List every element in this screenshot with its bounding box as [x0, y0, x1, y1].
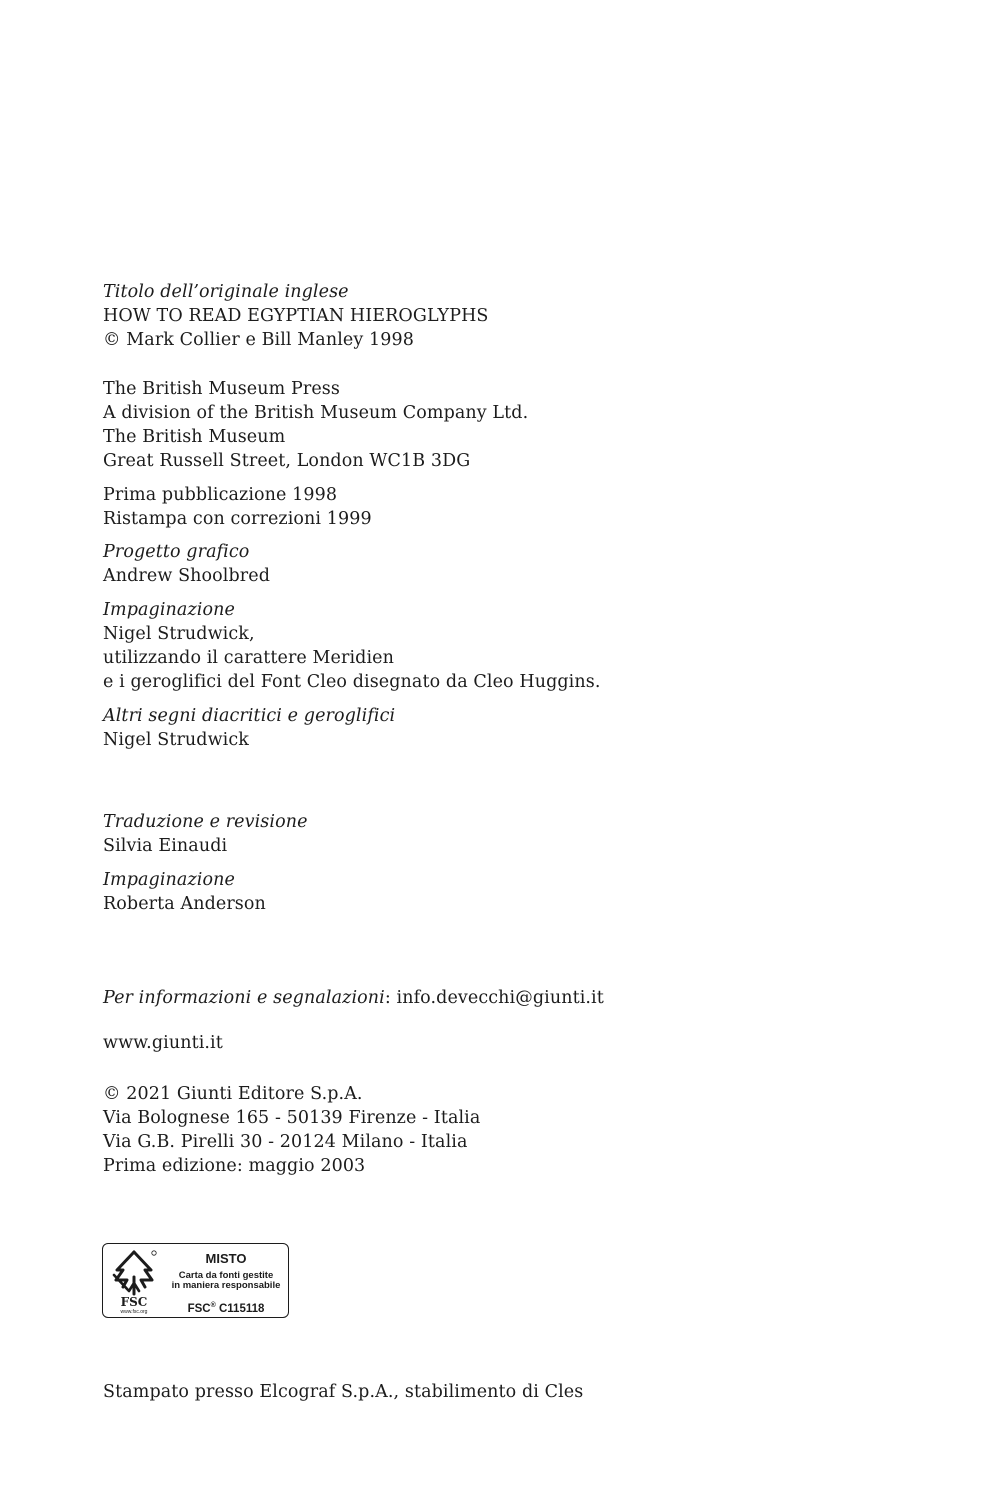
website: www.giunti.it — [103, 1033, 223, 1053]
layout-label: Impaginazione — [103, 600, 235, 620]
layout-line: Nigel Strudwick, — [103, 624, 255, 644]
fsc-code-prefix: FSC — [187, 1302, 211, 1315]
giunti-line: Prima edizione: maggio 2003 — [103, 1156, 366, 1176]
fsc-tree-icon — [107, 1247, 163, 1315]
layout-line: e i geroglifici del Font Cleo disegnato da Cleo Huggins. — [103, 672, 601, 692]
publisher-line: The British Museum — [103, 427, 286, 447]
info-separator: : — [384, 988, 397, 1008]
original-title-label: Titolo dell’originale inglese — [103, 282, 349, 302]
fsc-title: MISTO — [205, 1251, 247, 1266]
fsc-subtitle-line: in maniera responsabile — [171, 1280, 281, 1291]
design-name: Andrew Shoolbred — [103, 566, 271, 586]
fsc-code-number: C115118 — [215, 1302, 265, 1315]
signs-name: Nigel Strudwick — [103, 730, 249, 750]
layout-it-label: Impaginazione — [103, 870, 235, 890]
design-label: Progetto grafico — [103, 542, 250, 562]
info-label: Per informazioni e segnalazioni — [103, 988, 385, 1008]
info-line — [103, 986, 604, 1010]
fsc-subtitle-line: Carta da fonti gestite — [178, 1270, 274, 1281]
fsc-text — [165, 1252, 287, 1316]
layout-line: utilizzando il carattere Meridien — [103, 648, 394, 668]
publisher-line: The British Museum Press — [103, 379, 340, 399]
publisher-line: Great Russell Street, London WC1B 3DG — [103, 451, 471, 471]
fsc-logo-text: FSC — [120, 1295, 148, 1309]
layout-it-name: Roberta Anderson — [103, 894, 266, 914]
publisher-line: A division of the British Museum Company Ltd. — [103, 403, 529, 423]
fsc-logo-url: www.fsc.org — [120, 1309, 148, 1315]
fsc-code — [165, 1299, 287, 1316]
translation-label: Traduzione e revisione — [103, 812, 308, 832]
giunti-line: Via Bolognese 165 - 50139 Firenze - Italia — [103, 1108, 481, 1128]
original-title: HOW TO READ EGYPTIAN HIEROGLYPHS — [103, 306, 489, 326]
info-email: info.devecchi@giunti.it — [396, 988, 604, 1008]
fsc-subtitle — [165, 1271, 287, 1291]
first-publication: Prima pubblicazione 1998 — [103, 485, 338, 505]
fsc-registered-mark: ® — [210, 1302, 216, 1309]
fsc-label — [102, 1243, 289, 1318]
printer: Stampato presso Elcograf S.p.A., stabilimento di Cles — [103, 1382, 584, 1402]
giunti-line: Via G.B. Pirelli 30 - 20124 Milano - Italia — [103, 1132, 468, 1152]
reprint: Ristampa con correzioni 1999 — [103, 509, 372, 529]
original-copyright: © Mark Collier e Bill Manley 1998 — [103, 330, 414, 350]
giunti-line: © 2021 Giunti Editore S.p.A. — [103, 1084, 363, 1104]
signs-label: Altri segni diacritici e geroglifici — [103, 706, 396, 726]
translation-name: Silvia Einaudi — [103, 836, 228, 856]
